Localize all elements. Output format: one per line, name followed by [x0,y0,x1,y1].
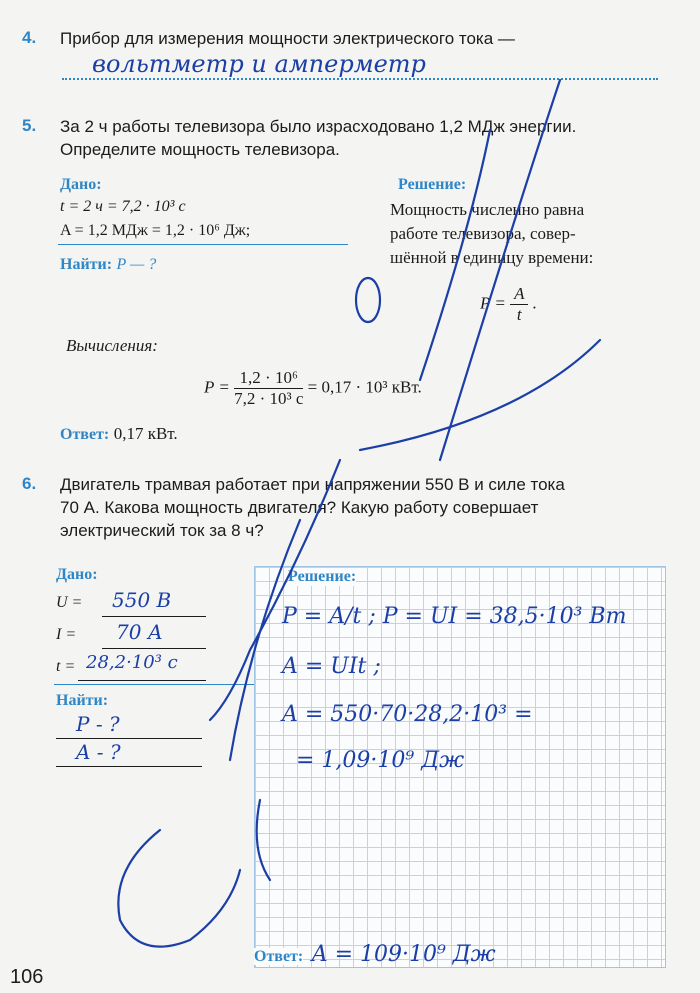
q6-given-label: Дано: [56,566,98,583]
pen-stroke [118,830,240,947]
q5-given-label: Дано: [60,176,102,193]
q6-sol-1: P = A/t ; P = UI = 38,5·10³ Вт [282,604,627,629]
q5-text-line1: За 2 ч работы телевизора было израсходовано 1,2 МДж энергии. [60,117,577,136]
pen-stroke [360,340,600,450]
q4-number: 4. [22,28,37,47]
q5-solution-l1: Мощность численно равна [390,200,585,219]
q4-answer: вольтметр и амперметр [92,50,426,78]
q6-sol-2: A = UIt ; [282,654,381,679]
q6-find-label: Найти: [56,692,109,709]
pen-stroke-circle [356,278,380,322]
q5-number: 5. [22,116,37,135]
q6-i-value: 70 А [116,620,163,644]
q6-answer-value: A = 109·10⁹ Дж [311,942,496,967]
q5-calc-label: Вычисления: [66,336,158,355]
q5-calc-rhs: = 0,17 · 10³ кВт. [307,377,422,397]
pen-stroke [257,800,270,880]
q5-formula: P = $\frac{A}{t}$ . [480,284,537,324]
q5-formula-den: t [516,305,522,324]
pen-stroke [210,460,340,720]
q6-sol-3: A = 550·70·28,2·10³ = [282,702,533,727]
q6-text-line2: 70 А. Какова мощность двигателя? Какую работу совершает [60,498,539,517]
page-number: 106 [10,966,44,988]
pen-stroke [420,130,490,380]
q6-u-label: U = [56,594,83,611]
q6-i-label: I = [56,626,77,643]
q5-find-label: Найти: [60,256,113,273]
q6-find-2: A - ? [76,740,121,764]
q6-solution-label: Решение: [288,568,357,585]
q5-find-value: P — ? [116,256,157,273]
q5-given-1: t = 2 ч = 7,2 · 10³ с [60,198,186,215]
q5-solution-label: Решение: [398,176,467,193]
q5-answer-label: Ответ: [60,426,110,443]
q4-text: Прибор для измерения мощности электрического тока — [60,29,515,48]
q6-t-label: t = [56,658,76,675]
pen-stroke [440,80,560,460]
q6-text-line3: электрический ток за 8 ч? [60,521,264,540]
q5-formula-num: A [510,284,528,305]
q6-answer-label: Ответ: [254,948,304,965]
q5-solution-l2: работе телевизора, совер- [390,224,576,243]
q5-calc-den: 7,2 · 10³ с [234,389,304,408]
q6-number: 6. [22,474,37,493]
q6-sol-4: = 1,09·10⁹ Дж [296,748,465,773]
q6-text-line1: Двигатель трамвая работает при напряжении 550 В и силе тока [60,475,565,494]
q5-solution-l3: шённой в единицу времени: [390,248,594,267]
q6-t-value: 28,2·10³ с [86,652,178,673]
q5-calc-lhs: P = [204,377,230,397]
q6-find-1: P - ? [76,712,120,736]
q5-answer-value: 0,17 кВт. [113,424,178,443]
q5-given-2: A = 1,2 МДж = 1,2 · 10⁶ Дж; [60,222,251,239]
q5-text-line2: Определите мощность телевизора. [60,140,340,159]
pen-stroke [230,520,300,760]
q6-u-value: 550 В [112,588,172,612]
q5-calc-num: 1,2 · 10⁶ [234,368,303,389]
q5-formula-lhs: P = [480,293,506,313]
